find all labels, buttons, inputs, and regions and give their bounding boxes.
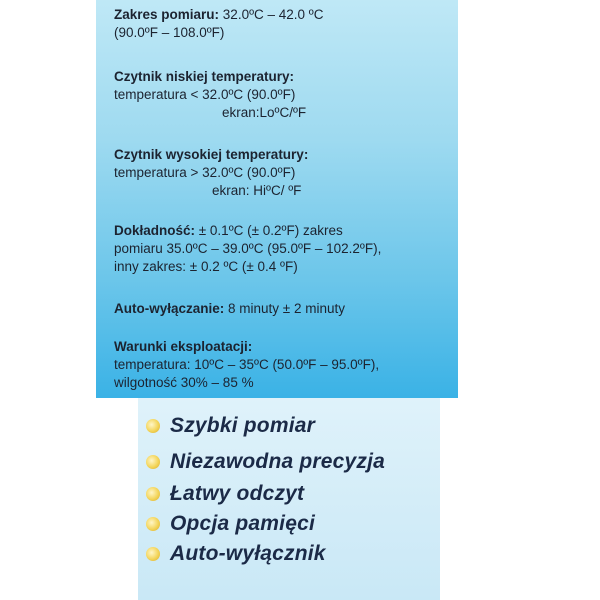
operating-conditions — [114, 338, 452, 392]
high-temperature-reader — [114, 146, 452, 200]
accuracy-other-range: inny zakres: ± 0.2 ºC (± 0.4 ºF) — [114, 259, 298, 274]
feature-item — [146, 482, 304, 506]
feature-label: Łatwy odczyt — [170, 482, 305, 505]
auto-off-label: Auto-wyłączanie: — [114, 301, 225, 316]
low-temp-display: ekran:LoºC/ºF — [222, 105, 307, 120]
conditions-title: Warunki eksploatacji: — [114, 339, 253, 354]
auto-off-value: 8 minuty ± 2 minuty — [224, 301, 345, 316]
accuracy-label: Dokładność: — [114, 223, 196, 238]
range-value-fahrenheit: (90.0ºF – 108.0ºF) — [114, 25, 225, 40]
high-temp-condition: temperatura > 32.0ºC (90.0ºF) — [114, 165, 296, 180]
bullet-dot-icon — [146, 517, 160, 531]
conditions-humidity: wilgotność 30% – 85 % — [114, 375, 254, 390]
high-temp-display: ekran: HiºC/ ºF — [212, 183, 302, 198]
bullet-dot-icon — [146, 455, 160, 469]
feature-item — [146, 450, 385, 474]
accuracy-range: pomiaru 35.0ºC – 39.0ºC (95.0ºF – 102.2ºF), — [114, 241, 382, 256]
bullet-dot-icon — [146, 547, 160, 561]
accuracy-value: ± 0.1ºC (± 0.2ºF) zakres — [195, 223, 343, 238]
low-temp-condition: temperatura < 32.0ºC (90.0ºF) — [114, 87, 296, 102]
conditions-temperature: temperatura: 10ºC – 35ºC (50.0ºF – 95.0ºF), — [114, 357, 380, 372]
features-panel — [138, 398, 440, 600]
range-value: 32.0ºC – 42.0 ºC — [219, 7, 324, 22]
auto-off — [114, 300, 452, 318]
feature-label: Opcja pamięci — [170, 512, 315, 535]
feature-label: Niezawodna precyzja — [170, 450, 386, 473]
feature-label: Szybki pomiar — [170, 414, 315, 437]
bullet-dot-icon — [146, 487, 160, 501]
low-temperature-reader — [114, 68, 452, 122]
measurement-range — [114, 6, 452, 42]
low-temp-title: Czytnik niskiej temperatury: — [114, 69, 295, 84]
accuracy — [114, 222, 452, 276]
feature-label: Auto-wyłącznik — [170, 542, 326, 565]
range-label: Zakres pomiaru: — [114, 7, 220, 22]
feature-item — [146, 542, 326, 566]
high-temp-title: Czytnik wysokiej temperatury: — [114, 147, 309, 162]
feature-item — [146, 512, 315, 536]
feature-item — [146, 414, 315, 438]
specifications-panel — [96, 0, 458, 398]
bullet-dot-icon — [146, 419, 160, 433]
